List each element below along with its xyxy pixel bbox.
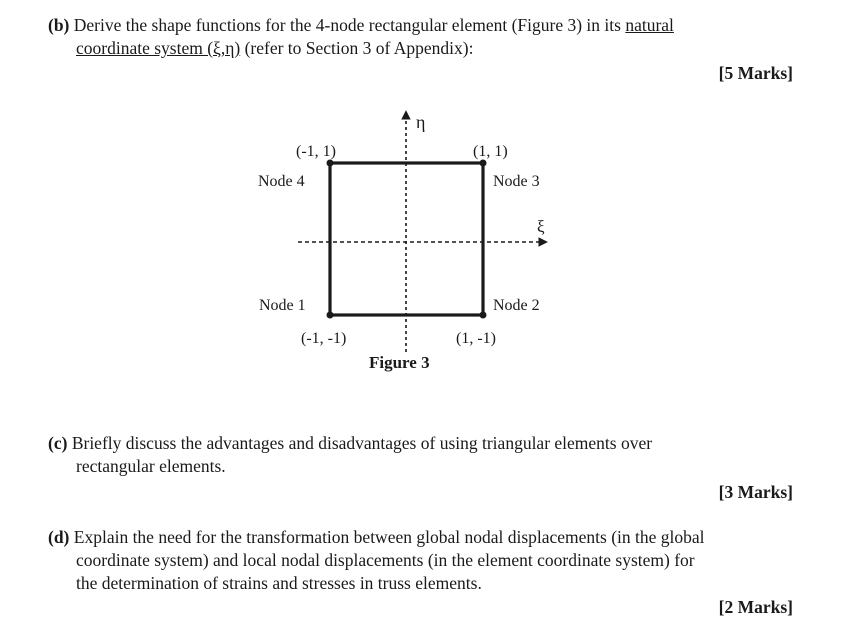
node-3-coord: (1, 1) (473, 143, 508, 160)
node-3-label: Node 3 (493, 173, 540, 190)
question-c-marks: [3 Marks] (718, 482, 793, 502)
node-3-point (480, 160, 487, 167)
question-c-label: (c) (48, 433, 68, 453)
node-1-coord: (-1, -1) (301, 330, 347, 347)
question-b-underlined-coordinate-system: coordinate system (ξ,η) (76, 38, 241, 58)
figure-caption: Figure 3 (369, 353, 430, 372)
node-2-coord: (1, -1) (456, 330, 496, 347)
question-b-text-line1: Derive the shape functions for the 4-node rectangular element (Figure 3) in its (73, 15, 626, 35)
question-c-text-line2: rectangular elements. (76, 456, 226, 476)
question-b-marks: [5 Marks] (718, 63, 793, 83)
question-d-label: (d) (48, 527, 70, 547)
question-b-text-line2: (refer to Section 3 of Appendix): (240, 38, 474, 58)
question-c-text-line1: Briefly discuss the advantages and disadvantages of using triangular elements over (71, 433, 653, 453)
node-1-point (327, 312, 334, 319)
node-4-point (327, 160, 334, 167)
element-rectangle (330, 163, 483, 315)
node-4-label: Node 4 (258, 173, 305, 190)
node-1-label: Node 1 (259, 297, 306, 314)
question-b-underlined-natural: natural (625, 15, 674, 35)
eta-axis-label: η (416, 112, 426, 132)
question-d-text-line2: coordinate system) and local nodal displacements (in the element coordinate system) for (76, 550, 695, 570)
node-2-point (480, 312, 487, 319)
node-4-coord: (-1, 1) (296, 143, 336, 160)
question-d (48, 526, 793, 595)
question-d-marks: [2 Marks] (718, 597, 793, 617)
question-d-text-line3: the determination of strains and stresses in truss elements. (76, 573, 482, 593)
node-2-label: Node 2 (493, 297, 540, 314)
question-d-text-line1: Explain the need for the transformation between global nodal displacements (in the global (73, 527, 705, 547)
xi-axis-label: ξ (537, 217, 545, 236)
question-c (48, 432, 793, 478)
question-b-label: (b) (48, 15, 70, 35)
